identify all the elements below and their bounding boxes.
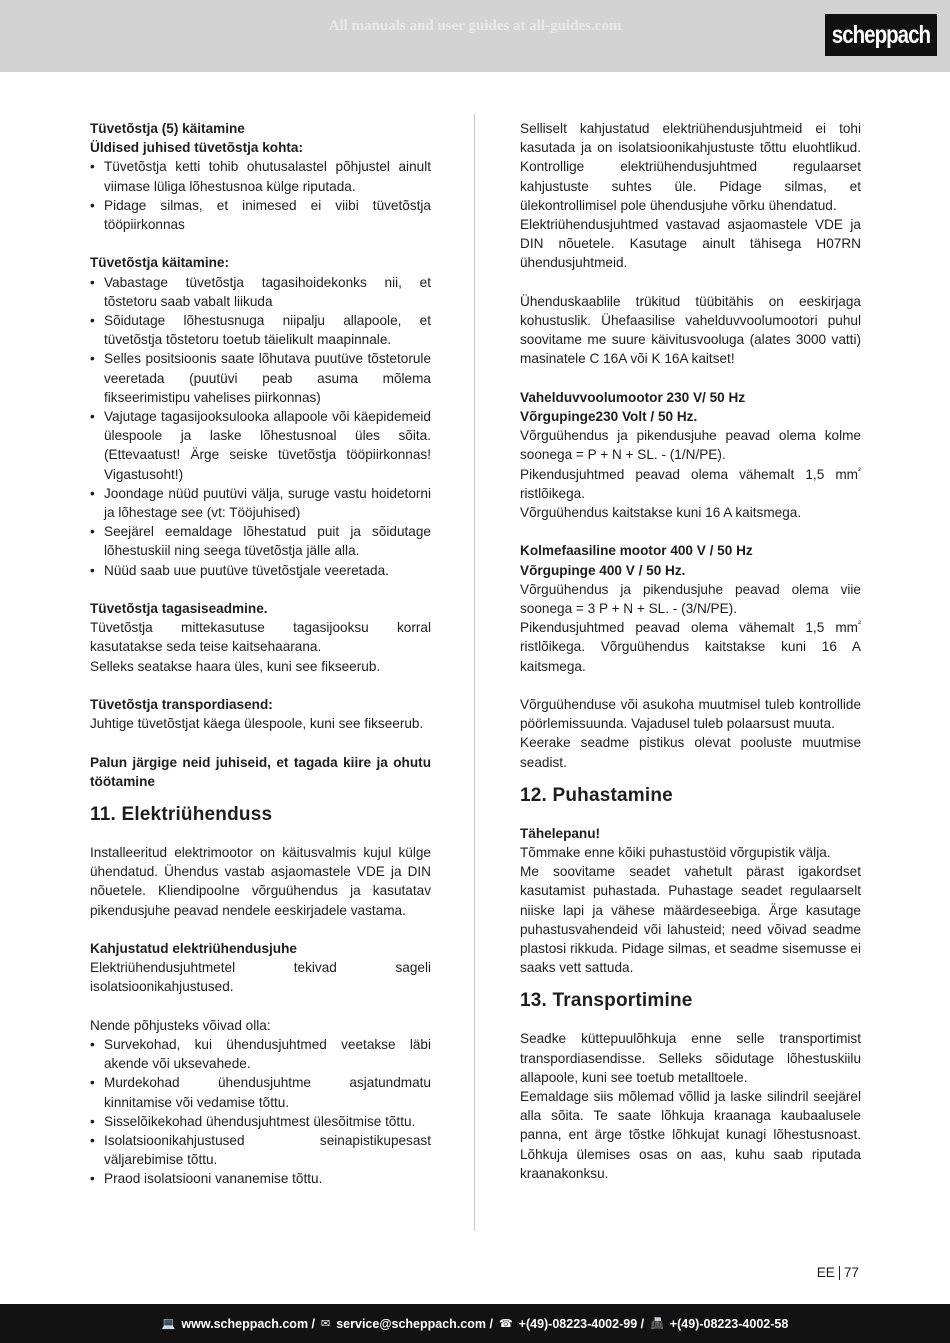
list-item: • Praod isolatsiooni vananemise tõttu.: [90, 1169, 431, 1188]
text-run: Pikendusjuhtmed peavad olema vähemalt 1,5 mm: [520, 466, 858, 482]
chapter-heading-11: 11. Elektriühenduss: [90, 804, 273, 826]
list-item: • Isolatsioonikahjustused seinapistikupesast väljarebimise tõttu.: [90, 1131, 431, 1169]
section-subheading: Võrgupinge 400 V / 50 Hz.: [520, 562, 686, 578]
list-item: • Sisselõikekohad ühendusjuhtmest ülesõitmise tõttu.: [90, 1112, 431, 1131]
text-run: ristlõikega. Võrguühendus kaitstakse kuni 16 A kaitsmega.: [520, 639, 861, 674]
paragraph: Me soovitame seadet vahetult pärast igakordset kasutamist puhastada. Puhastage seadet regulaarselt niiske lapi ja vähese määrdeseebiga. Ärge kasutage puhastusvahendeid või lahusteid; need võivad seadme plastosi rikkuda. Pidage silmas, et seadme sisemusse ei saaks vett sattuda.: [520, 864, 861, 976]
section-heading: Tüvetõstja transpordiasend:: [90, 697, 273, 713]
watermark-text: All manuals and user guides at all-guides.com: [328, 18, 622, 34]
list-item: • Murdekohad ühendusjuhtme asjatundmatu kinnitamise või vedamise tõttu.: [90, 1073, 431, 1111]
bullet-list: [90, 273, 431, 580]
attention-label: Tähelepanu!: [520, 825, 601, 841]
paragraph: Elektriühendusjuhtmetel tekivad sageli isolatsioonikahjustused.: [90, 960, 431, 995]
list-item: • Tüvetõstja ketti tohib ohutusalastel põhjustel ainult viimase lüliga lõhestusnoa külge riputada.: [90, 157, 431, 195]
paragraph: Võrguühendus ja pikendusjuhe peavad olema viie soonega = 3 P + N + SL. - (3/N/PE).: [520, 581, 861, 617]
list-item: • Joondage nüüd puutüvi välja, suruge vastu hoidetorni ja lõhestage see (vt: Tööjuhised): [90, 484, 431, 522]
list-item: • Selles positsioonis saate lõhutava puutüve tõstetorule veeretada (puutüvi peab asuma mõlema fikseerimistipu vahelises piirkonnas): [90, 349, 431, 407]
language-code: EE: [816, 1265, 835, 1280]
paragraph: Eemaldage siis mõlemad võllid ja laske silindril seejärel alla sõita. Te saate lõhkuja kraanaga kaubaalusele panna, ent ärge tõstke lõhkujat kunagi lõhestusnoast. Lõhkuja ülemises osas on aas, kuhu saab riputada kraanakonksu.: [520, 1089, 861, 1181]
section-subheading: Võrgupinge230 Volt / 50 Hz.: [520, 409, 698, 425]
logo-text: scheppach: [831, 20, 931, 49]
bullet-list: [90, 1035, 431, 1189]
page-number: [817, 1265, 859, 1280]
page-number-separator: [839, 1266, 840, 1280]
section-heading: Kolmefaasiline mootor 400 V / 50 Hz: [520, 543, 753, 559]
chapter-heading-13: 13. Transportimine: [520, 990, 693, 1012]
section-heading: Tüvetõstja tagasiseadmine.: [90, 601, 268, 617]
paragraph: Võrguühenduse või asukoha muutmisel tuleb kontrollide pöörlemissuunda. Vajadusel tuleb polaarsust muuta.: [520, 697, 861, 732]
page-number-value: 77: [843, 1265, 859, 1280]
list-item: • Vajutage tagasijooksulooka allapoole või käepidemeid ülespoole ja laske lõhestusnoal üles sõita. (Ettevaatust! Ärge seiske tüvetõstja tööpiirkonnas! Vigastusoht!): [90, 407, 431, 484]
superscript: ²: [858, 465, 861, 476]
column-divider: [474, 114, 475, 1231]
list-item: • Nüüd saab uue puutüve tüvetõstjale veeretada.: [90, 561, 431, 580]
phone-icon: ☎: [498, 1318, 513, 1330]
safety-note: Palun järgige neid juhiseid, et tagada kiire ja ohutu töötamine: [90, 754, 431, 789]
list-item: • Vabastage tüvetõstja tagasihoidekonks nii, et tõstetoru saab vabalt liikuda: [90, 273, 431, 311]
scheppach-logo: [825, 14, 937, 56]
paragraph: Selleks seatakse haara üles, kuni see fikseerub.: [90, 658, 381, 674]
paragraph: Selliselt kahjustatud elektriühendusjuhtmeid ei tohi kasutada ja on isolatsioonikahjustuste tõttu eluohtlikud. Kontrollige elektriühendusjuhtmed regulaarset kahjustuste suhtes üle. Pidage silmas, et ülekontrollimisel pole ühendusjuhe võrku ühendatud.: [520, 121, 861, 213]
paragraph: Installeeritud elektrimootor on käitusvalmis kujul külge ühendatud. Ühendus vastab asjaomastele VDE ja DIN nõuetele. Kliendipoolne võrguühendus ja kasutatav pikendusjuhe peavad nendele eeskirjadele vastama.: [90, 845, 431, 918]
paragraph: Tõmmake enne kõiki puhastustöid võrgupistik välja.: [520, 845, 831, 861]
list-item: • Sõidutage lõhestusnuga niipalju allapoole, et tüvetõstja tõstetoru toetub täielikult maapinnale.: [90, 311, 431, 349]
list-item: • Seejärel eemaldage lõhestatud puit ja sõidutage lõhestuskiil ning seega tüvetõstja jälle alla.: [90, 522, 431, 560]
chapter-heading-12: 12. Puhastamine: [520, 784, 673, 806]
paragraph: Seadke küttepuulõhkuja enne selle transportimist transpordiasendisse. Selleks sõidutage lõhestuskiilu allapoole, kuni see toetub metalltoele.: [520, 1031, 861, 1085]
computer-icon: 💻: [161, 1318, 176, 1330]
section-heading: Vahelduvvoolumootor 230 V/ 50 Hz: [520, 389, 746, 405]
right-column: [520, 119, 861, 1183]
text-run: ristlõikega.: [520, 485, 585, 501]
page-header: [0, 0, 950, 72]
paragraph: Elektriühendusjuhtmed vastavad asjaomastele VDE ja DIN nõuetele. Kasutage ainult tähisega H07RN ühendusjuhtmeid.: [520, 217, 861, 271]
mail-icon: ✉: [321, 1318, 331, 1330]
superscript: ²: [858, 618, 861, 629]
paragraph: Võrguühendus kaitstakse kuni 16 A kaitsmega.: [520, 505, 802, 521]
bullet-list: [90, 157, 431, 234]
left-column: [90, 119, 431, 1189]
section-heading: Kahjustatud elektriühendusjuhe: [90, 941, 297, 957]
paragraph: Nende põhjusteks võivad olla:: [90, 1017, 271, 1033]
paragraph: Ühenduskaablile trükitud tüübitähis on eeskirjaga kohustuslik. Ühefaasilise vahelduvvoolumootori puhul soovitame me suure käivitusvooluga (alates 3000 vatti) masinatele C 16A või K 16A kaitset!: [520, 293, 861, 367]
text-run: Pikendusjuhtmed peavad olema vähemalt 1,5 mm: [520, 620, 858, 636]
fax-icon: 📠: [650, 1318, 664, 1330]
paragraph: Võrguühendus ja pikendusjuhe peavad olema kolme soonega = P + N + SL. - (1/N/PE).: [520, 428, 861, 463]
footer-email[interactable]: service@scheppach.com /: [336, 1316, 493, 1331]
paragraph: Tüvetõstja mittekasutuse tagasijooksu korral kasutatakse seda teise kaitsehaarana.: [90, 620, 431, 655]
footer-phone: +(49)-08223-4002-99 /: [518, 1316, 645, 1331]
list-item: • Survekohad, kui ühendusjuhtmed veetakse läbi akende või uksevahede.: [90, 1035, 431, 1073]
section-heading: Tüvetõstja (5) käitamine: [90, 121, 245, 136]
paragraph: [520, 465, 861, 503]
page-footer: [0, 1304, 950, 1343]
paragraph: Keerake seadme pistikus olevat pooluste muutmise seadist.: [520, 735, 861, 770]
footer-website[interactable]: www.scheppach.com /: [181, 1316, 316, 1331]
footer-fax: +(49)-08223-4002-58: [669, 1316, 789, 1331]
list-item: • Pidage silmas, et inimesed ei viibi tüvetõstja tööpiirkonnas: [90, 196, 431, 234]
section-subheading: Üldised juhised tüvetõstja kohta:: [90, 140, 303, 156]
paragraph: [520, 618, 861, 676]
section-heading: Tüvetõstja käitamine:: [90, 255, 229, 271]
paragraph: Juhtige tüvetõstjat käega ülespoole, kuni see fikseerub.: [90, 716, 424, 732]
